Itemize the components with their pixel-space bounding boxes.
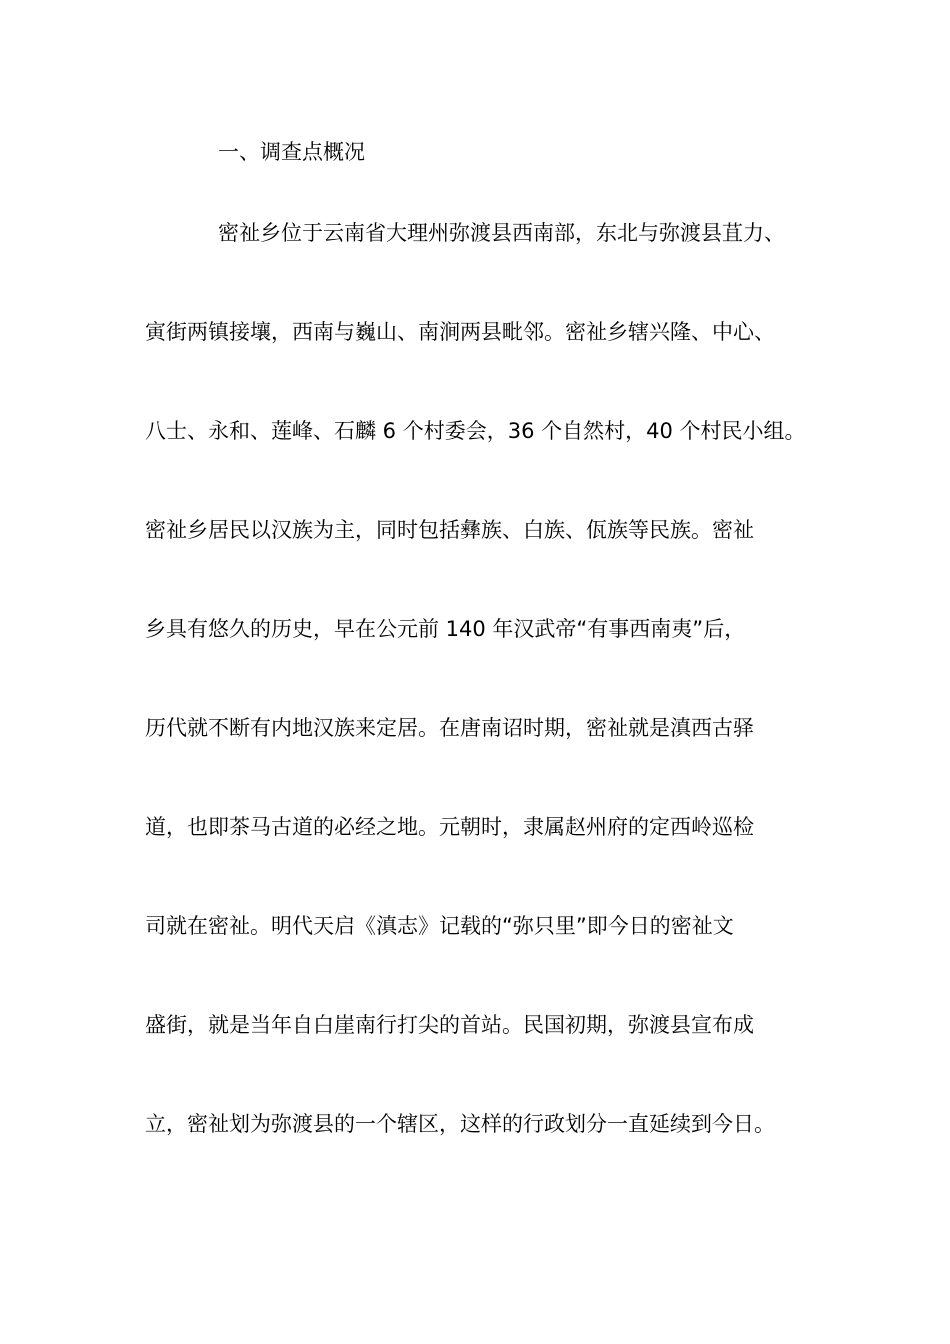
paragraph-line: 寅街两镇接壤，西南与巍山、南涧两县毗邻。密祉乡辖兴隆、中心、 xyxy=(145,320,775,344)
paragraph-line: 密祉乡位于云南省大理州弥渡县西南部，东北与弥渡县苴力、 xyxy=(218,221,785,245)
paragraph-line: 道，也即茶马古道的必经之地。元朝时，隶属赵州府的定西岭巡检 xyxy=(145,815,754,839)
paragraph-line: 八士、永和、莲峰、石麟 6 个村委会，36 个自然村，40 个村民小组。 xyxy=(145,419,806,443)
paragraph-line: 历代就不断有内地汉族来定居。在唐南诏时期，密祉就是滇西古驿 xyxy=(145,716,754,740)
paragraph-line: 盛街，就是当年自白崖南行打尖的首站。民国初期，弥渡县宣布成 xyxy=(145,1013,754,1037)
paragraph-line: 乡具有悠久的历史，早在公元前 140 年汉武帝“有事西南夷”后， xyxy=(145,617,746,641)
paragraph-line: 密祉乡居民以汉族为主，同时包括彝族、白族、佤族等民族。密祉 xyxy=(145,518,754,542)
paragraph-line: 司就在密祉。明代天启《滇志》记载的“弥只里”即今日的密祉文 xyxy=(145,914,734,938)
paragraph-line: 立，密祉划为弥渡县的一个辖区，这样的行政划分一直延续到今日。 xyxy=(145,1112,775,1136)
section-heading: 一、调查点概况 xyxy=(218,140,365,164)
